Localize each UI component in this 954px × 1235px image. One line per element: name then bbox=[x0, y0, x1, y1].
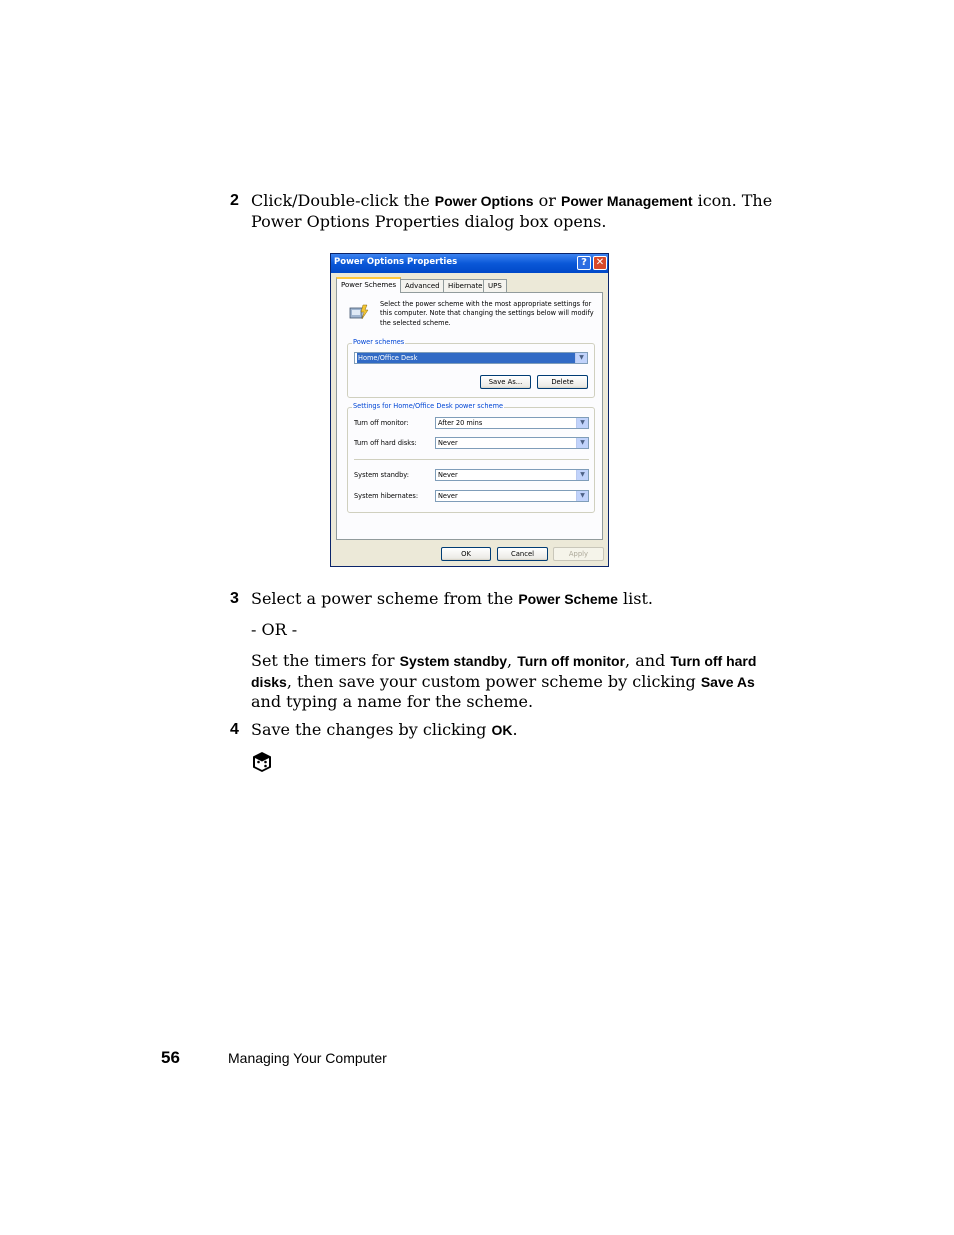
term-save-as: Save As bbox=[700, 673, 755, 690]
page-number: 56 bbox=[161, 1048, 180, 1067]
delete-button[interactable]: Delete bbox=[537, 375, 588, 389]
step-text bbox=[251, 589, 781, 610]
term-power-options: Power Options bbox=[434, 193, 534, 209]
term-system-standby: System standby bbox=[399, 653, 508, 669]
power-schemes-group bbox=[347, 338, 595, 398]
or-separator: - OR - bbox=[251, 620, 298, 639]
chapter-title: Managing Your Computer bbox=[228, 1050, 387, 1066]
turn-off-monitor-value: After 20 mins bbox=[438, 419, 483, 427]
power-scheme-value: Home/Office Desk bbox=[357, 353, 575, 363]
system-standby-value: Never bbox=[438, 471, 458, 479]
term-turn-off-hard-disks: Turn off hard disks bbox=[251, 653, 757, 690]
turn-off-hard-disks-label: Turn off hard disks: bbox=[354, 439, 417, 447]
text-run: Set the timers for bbox=[251, 651, 400, 670]
tab-power-schemes[interactable]: Power Schemes bbox=[336, 277, 401, 293]
dialog-title: Power Options Properties bbox=[334, 257, 458, 267]
text-run: list. bbox=[617, 589, 653, 608]
text-run: Select a power scheme from the bbox=[251, 589, 519, 608]
timers-paragraph bbox=[251, 651, 781, 712]
step-text bbox=[251, 720, 781, 741]
scheme-settings-group bbox=[347, 402, 595, 513]
tab-hibernate[interactable]: Hibernate bbox=[443, 279, 488, 292]
apply-button[interactable]: Apply bbox=[553, 547, 604, 561]
chevron-down-icon[interactable]: ▼ bbox=[576, 470, 588, 480]
dialog-titlebar bbox=[331, 254, 608, 273]
chevron-down-icon[interactable]: ▼ bbox=[576, 438, 588, 448]
end-of-section-icon bbox=[251, 751, 273, 773]
system-hibernates-label: System hibernates: bbox=[354, 492, 419, 500]
step-number: 4 bbox=[230, 721, 239, 738]
scheme-settings-label: Settings for Home/Office Desk power scheme bbox=[353, 402, 504, 410]
separator bbox=[354, 459, 589, 460]
term-power-management: Power Management bbox=[561, 193, 693, 209]
close-button[interactable]: ✕ bbox=[593, 256, 607, 270]
step-text bbox=[251, 191, 781, 231]
text-run: or bbox=[533, 191, 561, 210]
tab-ups[interactable]: UPS bbox=[483, 279, 507, 292]
system-hibernates-select[interactable] bbox=[435, 490, 589, 502]
text-run: Save the changes by clicking bbox=[251, 720, 492, 739]
ok-button[interactable]: OK bbox=[441, 547, 491, 561]
turn-off-hard-disks-select[interactable] bbox=[435, 437, 589, 449]
text-run: and typing a name for the scheme. bbox=[251, 692, 534, 711]
tab-panel bbox=[336, 292, 603, 540]
text-run: icon. The Power Options Properties dialog box opens. bbox=[251, 191, 773, 231]
term-ok: OK bbox=[491, 722, 513, 738]
text-run: , bbox=[507, 651, 518, 670]
power-schemes-label: Power schemes bbox=[353, 338, 405, 346]
chevron-down-icon[interactable]: ▼ bbox=[576, 418, 588, 428]
text-run: . bbox=[512, 720, 518, 739]
text-run: Click/Double-click the bbox=[251, 191, 435, 210]
save-as-button[interactable]: Save As... bbox=[480, 375, 531, 389]
system-hibernates-value: Never bbox=[438, 492, 458, 500]
turn-off-monitor-select[interactable] bbox=[435, 417, 589, 429]
power-options-dialog bbox=[330, 253, 609, 567]
system-standby-select[interactable] bbox=[435, 469, 589, 481]
chevron-down-icon[interactable]: ▼ bbox=[576, 491, 588, 501]
term-power-scheme: Power Scheme bbox=[518, 591, 618, 607]
tab-advanced[interactable]: Advanced bbox=[400, 279, 445, 292]
text-run: , then save your custom power scheme by clicking bbox=[286, 671, 701, 691]
cancel-button[interactable]: Cancel bbox=[497, 547, 548, 561]
chevron-down-icon[interactable]: ▼ bbox=[575, 353, 587, 363]
power-scheme-icon bbox=[348, 302, 370, 322]
help-button[interactable]: ? bbox=[577, 256, 591, 270]
text-run: , and bbox=[625, 651, 671, 670]
system-standby-label: System standby: bbox=[354, 471, 409, 479]
turn-off-hard-disks-value: Never bbox=[438, 439, 458, 447]
step-number: 2 bbox=[230, 192, 239, 209]
intro-text: Select the power scheme with the most appropriate settings for this computer. Note that changing the settings below will modify the selected scheme. bbox=[380, 300, 594, 327]
term-turn-off-monitor: Turn off monitor bbox=[517, 653, 626, 669]
power-scheme-select[interactable] bbox=[354, 352, 588, 364]
step-number: 3 bbox=[230, 590, 239, 607]
turn-off-monitor-label: Turn off monitor: bbox=[354, 419, 409, 427]
